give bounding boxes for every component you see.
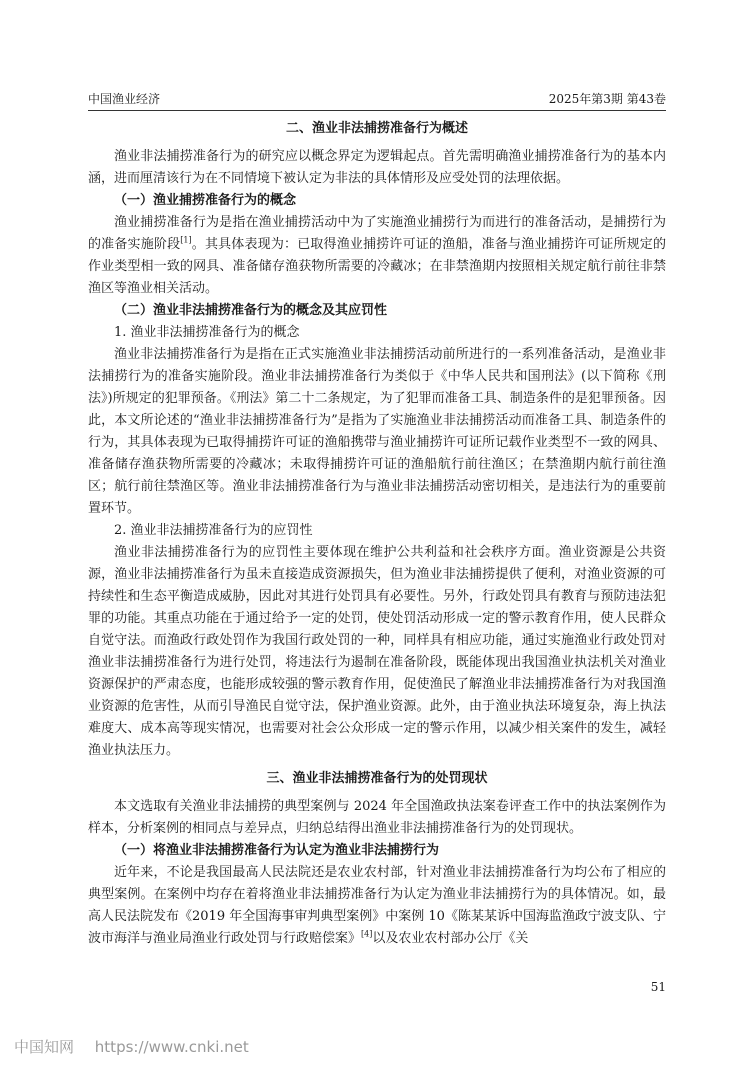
watermark-brand: 中国知网 — [14, 1038, 75, 1056]
point-2-title: 2. 渔业非法捕捞准备行为的应罚性 — [114, 523, 313, 538]
point-1-paragraph: 渔业非法捕捞准备行为是指在正式实施渔业非法捕捞活动前所进行的一系列准备活动，是渔业非法捕捞行为的准备实施阶段。渔业非法捕捞准备行为类似于《中华人民共和国刑法》(以下简称《刑法》)所规定的犯罪预备。《刑法》第二十二条规定，为了犯罪而准备工具、制造条件的是犯罪预备。因此，本文所论述的“渔业非法捕捞准备行为”是指为了实施渔业非法捕捞活动而准备工具、制造条件的行为，其具体表现为已取得捕捞许可证的渔船携带与渔业捕捞许可证所记载作业类型不一致的网具、准备储存渔获物所需要的冷藏冰；未取得捕捞许可证的渔船航行前往渔区；在禁渔期内航行前往渔区；航行前往禁渔区等。渔业非法捕捞准备行为与渔业非法捕捞活动密切相关，是违法行为的重要前置环节。 — [88, 347, 666, 516]
issue-info: 2025年第3期 第43卷 — [548, 92, 666, 106]
paragraph-text: 。其具体表现为：已取得渔业捕捞许可证的渔船，准备与渔业捕捞许可证所规定的作业类型相一致的网具、准备储存渔获物所需要的冷藏冰；在非禁渔期内按照相关规定航行前往非禁渔区等渔业相关活动。 — [88, 237, 666, 296]
citation-ref[interactable]: [1] — [180, 235, 192, 245]
section-2-intro: 渔业非法捕捞准备行为的研究应以概念界定为逻辑起点。首先需明确渔业捕捞准备行为的基本内涵，进而厘清该行为在不同情境下被认定为非法的具体情形及应受处罚的法理依据。 — [88, 149, 666, 186]
section-3-intro: 本文选取有关渔业非法捕捞的典型案例与 2024 年全国渔政执法案卷评查工作中的执法案例作为样本，分析案例的相同点与差异点，归纳总结得出渔业非法捕捞准备行为的处罚现状。 — [88, 799, 666, 836]
subsection-2-2-title: （二）渔业非法捕捞准备行为的概念及其应罚性 — [114, 303, 388, 318]
watermark-url[interactable]: https://www.cnki.net — [94, 1038, 249, 1056]
citation-ref[interactable]: [4] — [361, 929, 373, 939]
subsection-3-1-paragraph — [88, 862, 666, 950]
paragraph-text: 渔业捕捞准备行为是指在渔业捕捞活动中为了实施渔业捕捞行为而进行的准备活动，是捕捞行为的准备实施阶段 — [88, 215, 666, 252]
paragraph-text: 近年来，不论是我国最高人民法院还是农业农村部，针对渔业非法捕捞准备行为均公布了相应的典型案例。在案例中均存在着将渔业非法捕捞准备行为认定为渔业非法捕捞行为的具体情况。如，最高人民法院发布《2019 年全国海事审判典型案例》中案例 10《陈某某诉中国海监渔政宁波支队、宁波市海洋与渔业局渔业行政处罚与行政赔偿案》 — [88, 865, 666, 946]
cnki-watermark — [14, 1036, 249, 1057]
subsection-3-1-title: （一）将渔业非法捕捞准备行为认定为渔业非法捕捞行为 — [114, 843, 440, 858]
section-3-title: 三、渔业非法捕捞准备行为的处罚现状 — [266, 771, 488, 786]
subsection-2-1-title: （一）渔业捕捞准备行为的概念 — [114, 193, 297, 208]
section-2-title: 二、渔业非法捕捞准备行为概述 — [285, 121, 468, 136]
point-1-title: 1. 渔业非法捕捞准备行为的概念 — [114, 325, 300, 340]
article-body — [88, 118, 666, 950]
page-number: 51 — [650, 980, 666, 994]
journal-name: 中国渔业经济 — [88, 92, 161, 106]
subsection-2-1-paragraph — [88, 212, 666, 300]
point-2-paragraph: 渔业非法捕捞准备行为的应罚性主要体现在维护公共利益和社会秩序方面。渔业资源是公共资源，渔业非法捕捞准备行为虽未直接造成资源损失，但为渔业非法捕捞提供了便利，对渔业资源的可持续性和生态平衡造成威胁，因此对其进行处罚具有必要性。另外，行政处罚具有教育与预防违法犯罪的功能。其重点功能在于通过给予一定的处罚，使处罚活动形成一定的警示教育作用，使人民群众自觉守法。而渔政行政处罚作为我国行政处罚的一种，同样具有相应功能，通过实施渔业行政处罚对渔业非法捕捞准备行为进行处罚，将违法行为遏制在准备阶段，既能体现出我国渔业执法机关对渔业资源保护的严肃态度，也能形成较强的警示教育作用，促使渔民了解渔业非法捕捞准备行为对我国渔业资源的危害性，从而引导渔民自觉守法，保护渔业资源。此外，由于渔业执法环境复杂，海上执法难度大、成本高等现实情况，也需要对社会公众形成一定的警示作用，以减少相关案件的发生，减轻渔业执法压力。 — [88, 545, 666, 758]
running-head — [88, 88, 666, 111]
paragraph-text: 以及农业农村部办公厅《关 — [372, 931, 529, 946]
